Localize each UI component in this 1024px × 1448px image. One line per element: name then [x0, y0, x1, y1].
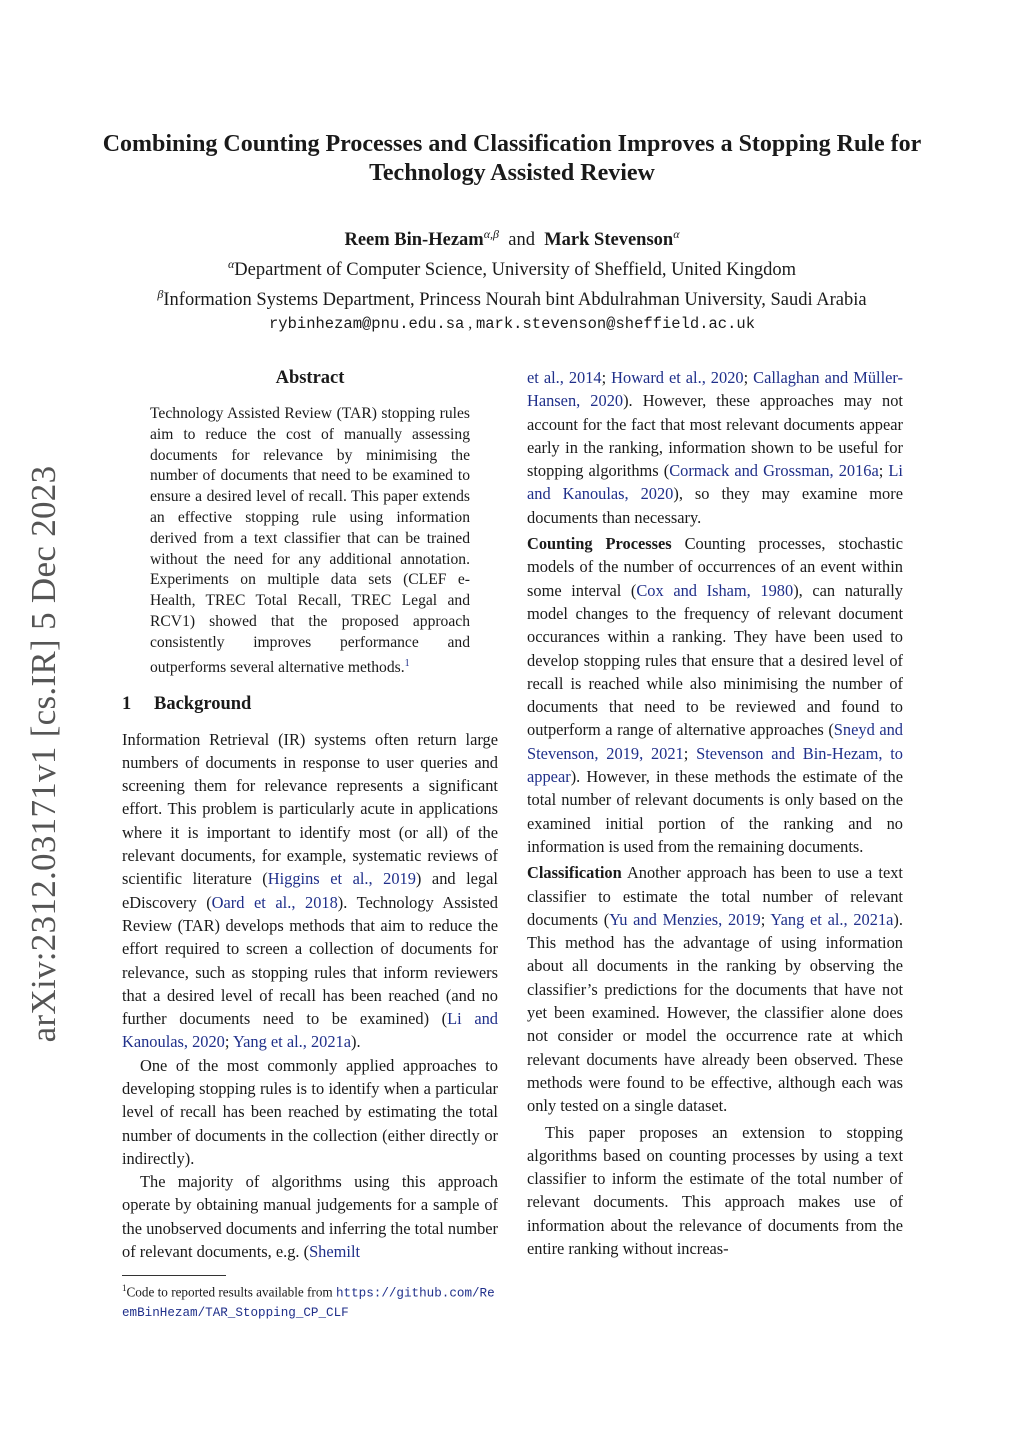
paragraph	[527, 861, 903, 1117]
affiliation	[80, 282, 944, 312]
section-heading	[122, 692, 498, 716]
footnote-reference[interactable]: 1	[404, 657, 410, 669]
paragraph: This paper proposes an extension to stopping algorithms based on counting processes by using a text classifier to inform the estimate of the total number of relevant documents. This approach makes use of information about the relevance of documents from the entire ranking without increas-	[527, 1122, 903, 1258]
section-title: Background	[154, 693, 252, 714]
affiliation-text: Department of Computer Science, University of Sheffield, United Kingdom	[234, 260, 797, 281]
paragraph	[122, 1170, 498, 1263]
citation-link[interactable]: Shemilt	[309, 1242, 361, 1262]
author-line	[80, 222, 944, 252]
footnote-marker: 1	[122, 1283, 127, 1294]
citation-link[interactable]: Li and Kanoulas, 2020	[122, 1009, 498, 1052]
paragraph-text: The majority of algorithms using this approach operate by obtaining manual judgements for a sample of the unobserved documents and inferring the total number of relevant documents, e.g. (	[122, 1172, 498, 1262]
citation-separator: ;	[743, 368, 754, 387]
footnote-text: Code to reported results available from	[126, 1284, 336, 1300]
paragraph: One of the most commonly applied approaches to developing stopping rules is to identify when a particular level of recall has been reached by estimating the total number of documents in the collection (either directly or indirectly).	[122, 1055, 498, 1168]
affiliation-marker: α	[227, 257, 235, 272]
author-affiliation-marker: α	[673, 227, 680, 241]
arxiv-side-stamp: arXiv:2312.03171v1 [cs.IR] 5 Dec 2023	[24, 465, 63, 1043]
affiliation-text: Information Systems Department, Princess Nourah bint Abdulrahman University, Saudi Arabia	[163, 290, 867, 311]
paragraph	[122, 728, 498, 1054]
paragraph-text: ). This method has the advantage of using information about all documents in the ranking by observing the classifier’s predictions for the documents that have not yet been examined. However, the classifier alone does not consider or model the occurrence rate at which relevant documents have already been observed. These methods were found to be effective, although each was only tested on a single dataset.	[527, 909, 903, 1116]
paragraph-text: ). However, in these methods the estimate of the total number of relevant documents is only based on the examined initial portion of the ranking and no information is used from the remaining documents.	[527, 767, 903, 856]
abstract-heading: Abstract	[275, 368, 345, 388]
citation-link[interactable]: Stevenson and Bin-Hezam, to appear	[527, 743, 903, 787]
email-link[interactable]: rybinhezam@pnu.edu.sa	[268, 315, 465, 334]
citation-link[interactable]: Sneyd and Stevenson, 2019, 2021	[527, 720, 903, 763]
citation-link[interactable]: Yang et al., 2021a	[770, 909, 894, 929]
email-link[interactable]: mark.stevenson@sheffield.ac.uk	[475, 315, 755, 334]
citation-separator: ;	[683, 743, 697, 763]
citation-link[interactable]: Yang et al., 2021a	[232, 1032, 352, 1052]
citation-link[interactable]: Cormack and Grossman, 2016a	[669, 461, 879, 481]
author-emails	[80, 312, 944, 336]
paragraph-text: ), so they may examine more documents than necessary.	[527, 484, 903, 527]
title-block	[80, 130, 944, 336]
citation-link[interactable]: et al., 2014	[527, 368, 602, 387]
paper-title: Combining Counting Processes and Classification Improves a Stopping Rule for Technology Assisted Review	[102, 131, 922, 186]
footnote-divider	[122, 1275, 226, 1276]
author-name: Mark Stevenson	[544, 230, 674, 251]
citation-link[interactable]: Oard et al., 2018	[211, 892, 338, 912]
paragraph-text: Another approach has been to use a text classifier to estimate the total number of relevant documents (	[527, 863, 903, 929]
paragraph-text: ) and legal eDiscovery (	[122, 869, 498, 912]
paragraph-text: ). Technology Assisted Review (TAR) develops methods that aim to reduce the effort required to screen a collection of documents for relevance, such as stopping rules that inform reviewers that a desired level of recall has been reached (and no further documents need to be examined) (	[122, 892, 498, 1029]
paragraph-text: Counting processes, stochastic models of the number of occurrences of an event within some interval (	[527, 534, 903, 600]
citation-link[interactable]: Cox and Isham, 1980	[636, 580, 794, 600]
paragraph-text: ). However, these approaches may not account for the fact that most relevant documents appear early in the ranking, information shown to be useful for stopping algorithms (	[527, 391, 903, 481]
affiliation	[80, 252, 944, 282]
citation-link[interactable]: Howard et al., 2020	[611, 368, 744, 387]
citation-separator: ;	[601, 368, 612, 387]
citation-link[interactable]: Higgins et al., 2019	[267, 869, 416, 889]
citation-link[interactable]: Li and Kanoulas, 2020	[527, 461, 903, 504]
citation-separator: ;	[224, 1032, 233, 1052]
paragraph-text: ), can naturally model changes to the frequency of relevant document occurances within a ranking. They have been used to develop stopping rules that ensure that a desired level of recall is reached while also minimising the number of documents that need to be reviewed and found to outperform a range of alternative approaches (	[527, 580, 903, 740]
paragraph	[527, 366, 903, 529]
abstract-text: Technology Assisted Review (TAR) stopping rules aim to reduce the cost of manually assessing documents for relevance by minimising the number of documents that need to be examined to ensure a desired level of recall. This paper extends an effective stopping rule using information derived from a text classifier that can be trained without the need for any additional annotation. Experiments on multiple data sets (CLEF e-Health, TREC Total Recall, TREC Legal and RCV1) showed that the proposed approach consistently improves performance and outperforms several alternative methods.	[150, 405, 470, 676]
author-conjunction: and	[508, 230, 535, 251]
footnote	[122, 1280, 498, 1322]
author-affiliation-marker: α,β	[483, 227, 499, 241]
citation-link[interactable]: Callaghan and Müller-Hansen, 2020	[527, 368, 903, 411]
citation-separator: ;	[760, 909, 771, 929]
section-number: 1	[122, 693, 132, 714]
right-column	[527, 366, 903, 1260]
paragraph-run-in-heading: Counting Processes	[527, 534, 672, 554]
paragraph-run-in-heading: Classification	[527, 863, 622, 883]
author-name: Reem Bin-Hezam	[344, 230, 484, 251]
footnote-url-link[interactable]: https://github.com/ReemBinHezam/TAR_Stopping_CP_CLF	[122, 1286, 495, 1321]
citation-separator: ;	[878, 461, 889, 481]
affiliation-marker: β	[157, 287, 164, 302]
paragraph-text: ).	[351, 1032, 361, 1052]
paragraph-text: Information Retrieval (IR) systems often return large numbers of documents in response to user queries and screening them for relevance represents a significant effort. This problem is particularly acute in applications where it is important to identify most (or all) of the relevant documents, for example, systematic reviews of scientific literature (	[122, 729, 498, 889]
email-separator: ,	[464, 315, 476, 333]
paragraph	[527, 532, 903, 858]
abstract-body	[150, 404, 470, 679]
left-column	[122, 366, 498, 1323]
citation-link[interactable]: Yu and Menzies, 2019	[609, 909, 761, 929]
